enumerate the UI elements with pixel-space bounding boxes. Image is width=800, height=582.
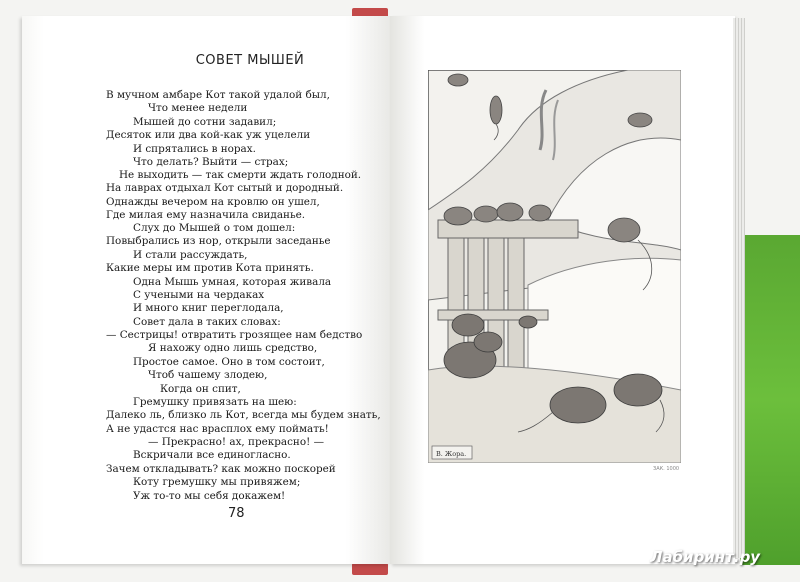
- poem-line: — Сестрицы! отвратить грозящее нам бедство: [106, 329, 363, 341]
- watermark-logo: Лабиринт.ру: [650, 548, 761, 566]
- spine-ribbon-bottom: [352, 563, 388, 575]
- poem-line: Однажды вечером на кровлю он ушел,: [106, 196, 320, 208]
- poem-line: Зачем откладывать? как можно поскорей: [106, 463, 336, 475]
- poem-line: Одна Мышь умная, которая живала: [133, 276, 332, 288]
- page-edges: [733, 18, 745, 558]
- poem-line: И много книг переглодала,: [133, 302, 284, 314]
- poem-line: Чтоб чашему злодею,: [148, 369, 268, 381]
- poem-line: Мышей до сотни задавил;: [133, 116, 277, 128]
- poem-line: Где милая ему назначила свиданье.: [106, 209, 306, 221]
- poem-line: Слух до Мышей о том дошел:: [133, 222, 296, 234]
- poem-line: — Прекрасно! ах, прекрасно! —: [148, 436, 324, 448]
- page-number: 78: [228, 506, 245, 521]
- poem-line: И стали рассуждать,: [133, 249, 248, 261]
- poem-line: И спрятались в норах.: [133, 143, 256, 155]
- mice-council-illustration: [428, 70, 681, 463]
- poem-line: Повыбрались из нор, открыли заседанье: [106, 235, 331, 247]
- poem-line: Далеко ль, близко ль Кот, всегда мы будем знать,: [106, 409, 381, 421]
- poem-line: Когда он спит,: [160, 383, 241, 395]
- poem-line: Совет дала в таких словах:: [133, 316, 281, 328]
- poem-line: Десяток или два кой-как уж уцелели: [106, 129, 311, 141]
- poem-line: Уж то-то мы себя докажем!: [133, 490, 286, 502]
- poem-line: Вскричали все единогласно.: [133, 449, 291, 461]
- poem-line: Гремушку привязать на шею:: [133, 396, 297, 408]
- poem-line: А не удастся нас врасплох ему поймать!: [106, 423, 329, 435]
- poem-line: Что делать? Выйти — страх;: [133, 156, 289, 168]
- poem-line: Простое самое. Оно в том состоит,: [133, 356, 325, 368]
- poem-line: Коту гремушку мы привяжем;: [133, 476, 301, 488]
- poem-line: С учеными на чердаках: [133, 289, 265, 301]
- book-cover-edge-right: [740, 235, 800, 565]
- poem-line: Какие меры им против Кота принять.: [106, 262, 314, 274]
- poem-line: В мучном амбаре Кот такой удалой был,: [106, 89, 330, 101]
- poem-line: Что менее недели: [148, 102, 248, 114]
- illustration-signature: В. Жора.: [436, 450, 467, 458]
- illustration-caption: ЗАК. 1000: [653, 466, 680, 472]
- poem-line: Я нахожу одно лишь средство,: [148, 342, 318, 354]
- poem-title: СОВЕТ МЫШЕЙ: [195, 53, 305, 68]
- poem-line: На лаврах отдыхал Кот сытый и дородный.: [106, 182, 344, 194]
- poem-line: Не выходить — так смерти ждать голодной.: [119, 169, 362, 181]
